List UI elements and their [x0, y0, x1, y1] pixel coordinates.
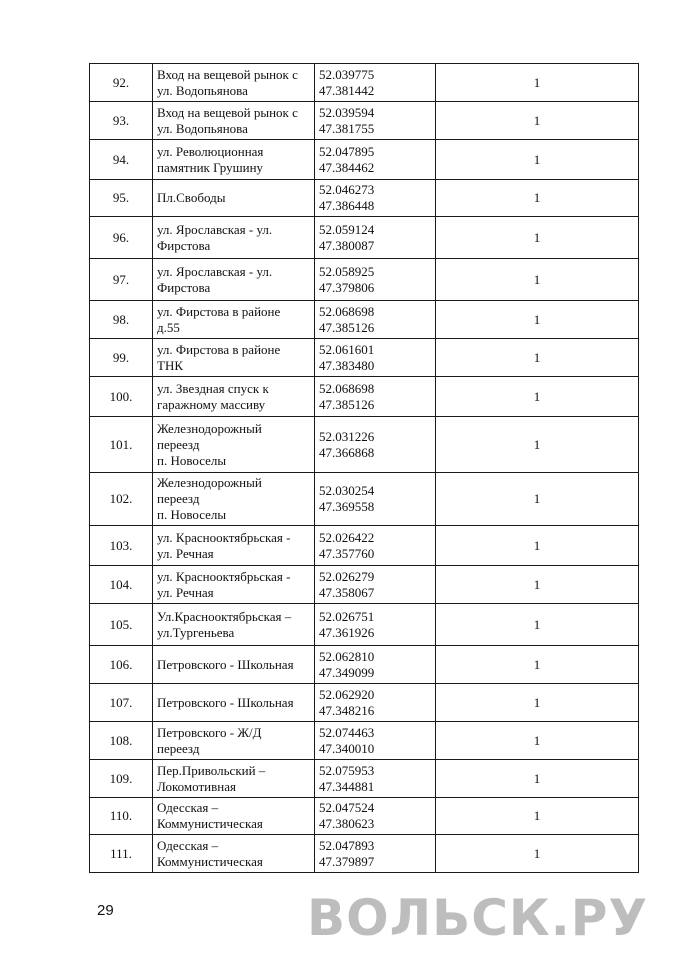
- longitude: 47.361926: [319, 624, 375, 640]
- longitude: 47.381755: [319, 120, 375, 136]
- location-name-cell: [153, 760, 315, 798]
- table-row: [90, 473, 639, 526]
- row-number: 102.: [90, 473, 153, 526]
- quantity-cell: 1: [436, 722, 639, 760]
- location-name-line: переезд: [157, 740, 200, 756]
- quantity-cell: 1: [436, 339, 639, 377]
- table-row: [90, 180, 639, 217]
- longitude: 47.381442: [319, 82, 375, 98]
- latitude: 52.039775: [319, 66, 375, 82]
- location-name-line: Петровского - Школьная: [157, 656, 294, 672]
- quantity-cell: 1: [436, 835, 639, 873]
- location-name-line: п. Новоселы: [157, 452, 227, 468]
- coordinates-cell: [315, 64, 436, 102]
- quantity-cell: 1: [436, 760, 639, 798]
- table-row: [90, 798, 639, 835]
- quantity-cell: 1: [436, 417, 639, 473]
- table-row: [90, 835, 639, 873]
- table-row: [90, 339, 639, 377]
- location-name-line: ТНК: [157, 357, 183, 373]
- page-number: 29: [97, 902, 114, 919]
- location-name-cell: [153, 377, 315, 417]
- quantity-cell: 1: [436, 180, 639, 217]
- location-name-cell: [153, 64, 315, 102]
- table-row: [90, 760, 639, 798]
- location-name-line: ул.Тургеньева: [157, 624, 235, 640]
- location-name-line: Пл.Свободы: [157, 190, 226, 205]
- latitude: 52.026751: [319, 608, 375, 624]
- table-row: [90, 604, 639, 646]
- row-number: 104.: [90, 566, 153, 604]
- row-number: 93.: [90, 102, 153, 140]
- table-row: [90, 417, 639, 473]
- row-number: 107.: [90, 684, 153, 722]
- location-name-cell: [153, 604, 315, 646]
- quantity-cell: 1: [436, 259, 639, 301]
- latitude: 52.030254: [319, 483, 375, 498]
- quantity-cell: 1: [436, 684, 639, 722]
- location-name-cell: [153, 798, 315, 835]
- coordinates-cell: [315, 566, 436, 604]
- coordinates-cell: [315, 140, 436, 180]
- quantity-cell: 1: [436, 64, 639, 102]
- coordinates-cell: [315, 760, 436, 798]
- row-number: 101.: [90, 417, 153, 473]
- longitude: 47.379897: [319, 853, 375, 869]
- latitude: 52.058925: [319, 263, 375, 279]
- table-row: [90, 140, 639, 180]
- quantity-cell: 1: [436, 140, 639, 180]
- location-name-line: гаражному массиву: [157, 396, 266, 412]
- latitude: 52.061601: [319, 341, 375, 357]
- quantity-cell: 1: [436, 102, 639, 140]
- location-name-cell: [153, 684, 315, 722]
- row-number: 105.: [90, 604, 153, 646]
- location-name-cell: [153, 646, 315, 684]
- latitude: 52.031226: [319, 428, 375, 444]
- latitude: 52.068698: [319, 303, 375, 319]
- coordinates-cell: [315, 259, 436, 301]
- table-row: [90, 566, 639, 604]
- location-name-line: Коммунистическая: [157, 816, 263, 831]
- longitude: 47.340010: [319, 740, 375, 756]
- location-name-line: ул. Революционная: [157, 143, 264, 159]
- location-name-line: Пер.Привольский –: [157, 762, 266, 778]
- latitude: 52.062810: [319, 648, 375, 664]
- location-name-cell: [153, 417, 315, 473]
- location-name-cell: [153, 140, 315, 180]
- location-name-line: Ул.Краснооктябрьская –: [157, 608, 292, 624]
- table-row: [90, 722, 639, 760]
- quantity-cell: 1: [436, 301, 639, 339]
- location-name-cell: [153, 102, 315, 140]
- longitude: 47.369558: [319, 499, 375, 514]
- location-name-line: д.55: [157, 319, 180, 335]
- quantity-cell: 1: [436, 473, 639, 526]
- location-name-line: Фирстова: [157, 237, 211, 253]
- longitude: 47.380087: [319, 237, 375, 253]
- location-name-line: переезд: [157, 436, 200, 452]
- latitude: 52.075953: [319, 762, 375, 778]
- table-row: [90, 377, 639, 417]
- row-number: 99.: [90, 339, 153, 377]
- quantity-cell: 1: [436, 798, 639, 835]
- location-name-line: ул. Водопьянова: [157, 120, 248, 136]
- latitude: 52.039594: [319, 104, 375, 120]
- coordinates-cell: [315, 180, 436, 217]
- location-name-cell: [153, 217, 315, 259]
- quantity-cell: 1: [436, 526, 639, 566]
- location-name-line: памятник Грушину: [157, 159, 264, 175]
- coordinates-cell: [315, 646, 436, 684]
- row-number: 95.: [90, 180, 153, 217]
- location-name-line: ул. Фирстова в районе: [157, 303, 281, 319]
- table-row: [90, 259, 639, 301]
- longitude: 47.348216: [319, 702, 375, 718]
- location-name-line: ул. Речная: [157, 545, 214, 561]
- quantity-cell: 1: [436, 646, 639, 684]
- location-name-cell: [153, 722, 315, 760]
- location-name-line: переезд: [157, 491, 200, 506]
- row-number: 100.: [90, 377, 153, 417]
- coordinates-cell: [315, 417, 436, 473]
- longitude: 47.386448: [319, 198, 375, 213]
- longitude: 47.380623: [319, 816, 375, 831]
- document-table: [89, 63, 639, 873]
- row-number: 103.: [90, 526, 153, 566]
- coordinates-cell: [315, 473, 436, 526]
- location-name-line: Вход на вещевой рынок с: [157, 104, 298, 120]
- location-name-line: п. Новоселы: [157, 507, 227, 522]
- longitude: 47.384462: [319, 159, 375, 175]
- table-row: [90, 526, 639, 566]
- table-row: [90, 64, 639, 102]
- latitude: 52.068698: [319, 380, 375, 396]
- location-name-line: Одесская –: [157, 837, 219, 853]
- coordinates-cell: [315, 339, 436, 377]
- row-number: 109.: [90, 760, 153, 798]
- location-name-line: ул. Водопьянова: [157, 82, 248, 98]
- location-name-line: ул. Краснооктябрьская -: [157, 568, 291, 584]
- coordinates-cell: [315, 217, 436, 259]
- row-number: 108.: [90, 722, 153, 760]
- location-name-line: ул. Ярославская - ул.: [157, 263, 273, 279]
- longitude: 47.366868: [319, 444, 375, 460]
- longitude: 47.385126: [319, 319, 375, 335]
- row-number: 110.: [90, 798, 153, 835]
- coordinates-cell: [315, 604, 436, 646]
- location-name-line: Железнодорожный: [157, 420, 262, 436]
- location-name-line: Фирстова: [157, 279, 211, 295]
- table-body: [90, 64, 639, 873]
- table-row: [90, 301, 639, 339]
- latitude: 52.026279: [319, 568, 375, 584]
- longitude: 47.358067: [319, 584, 375, 600]
- coordinates-cell: [315, 722, 436, 760]
- coordinates-cell: [315, 301, 436, 339]
- location-name-cell: [153, 180, 315, 217]
- longitude: 47.349099: [319, 664, 375, 680]
- location-name-cell: [153, 835, 315, 873]
- location-name-line: ул. Краснооктябрьская -: [157, 529, 291, 545]
- latitude: 52.046273: [319, 182, 375, 197]
- latitude: 52.074463: [319, 724, 375, 740]
- location-name-cell: [153, 259, 315, 301]
- row-number: 111.: [90, 835, 153, 873]
- location-name-line: Петровского - Ж/Д: [157, 724, 262, 740]
- table-row: [90, 217, 639, 259]
- location-name-cell: [153, 473, 315, 526]
- latitude: 52.047893: [319, 837, 375, 853]
- location-name-cell: [153, 301, 315, 339]
- location-name-line: Железнодорожный: [157, 475, 262, 490]
- location-name-line: Петровского - Школьная: [157, 694, 294, 710]
- quantity-cell: 1: [436, 217, 639, 259]
- site-watermark: ВОЛЬСК.РУ: [306, 889, 648, 947]
- quantity-cell: 1: [436, 566, 639, 604]
- quantity-cell: 1: [436, 604, 639, 646]
- coordinates-cell: [315, 526, 436, 566]
- table-row: [90, 102, 639, 140]
- location-name-line: Вход на вещевой рынок с: [157, 66, 298, 82]
- row-number: 94.: [90, 140, 153, 180]
- location-name-cell: [153, 339, 315, 377]
- row-number: 106.: [90, 646, 153, 684]
- latitude: 52.059124: [319, 221, 375, 237]
- longitude: 47.385126: [319, 396, 375, 412]
- coordinates-cell: [315, 835, 436, 873]
- location-name-line: ул. Ярославская - ул.: [157, 221, 273, 237]
- table-row: [90, 684, 639, 722]
- row-number: 98.: [90, 301, 153, 339]
- coordinates-cell: [315, 102, 436, 140]
- location-name-cell: [153, 566, 315, 604]
- latitude: 52.026422: [319, 529, 375, 545]
- location-name-line: Локомотивная: [157, 778, 236, 794]
- coordinates-cell: [315, 798, 436, 835]
- longitude: 47.379806: [319, 279, 375, 295]
- location-name-cell: [153, 526, 315, 566]
- latitude: 52.047524: [319, 800, 375, 815]
- location-name-line: Одесская –: [157, 800, 219, 815]
- row-number: 92.: [90, 64, 153, 102]
- location-name-line: ул. Фирстова в районе: [157, 341, 281, 357]
- longitude: 47.383480: [319, 357, 375, 373]
- location-name-line: Коммунистическая: [157, 853, 263, 869]
- latitude: 52.062920: [319, 686, 375, 702]
- longitude: 47.344881: [319, 778, 375, 794]
- quantity-cell: 1: [436, 377, 639, 417]
- coordinates-cell: [315, 684, 436, 722]
- table-row: [90, 646, 639, 684]
- location-name-line: ул. Звездная спуск к: [157, 380, 269, 396]
- location-name-line: ул. Речная: [157, 584, 214, 600]
- latitude: 52.047895: [319, 143, 375, 159]
- coordinates-cell: [315, 377, 436, 417]
- row-number: 96.: [90, 217, 153, 259]
- row-number: 97.: [90, 259, 153, 301]
- longitude: 47.357760: [319, 545, 375, 561]
